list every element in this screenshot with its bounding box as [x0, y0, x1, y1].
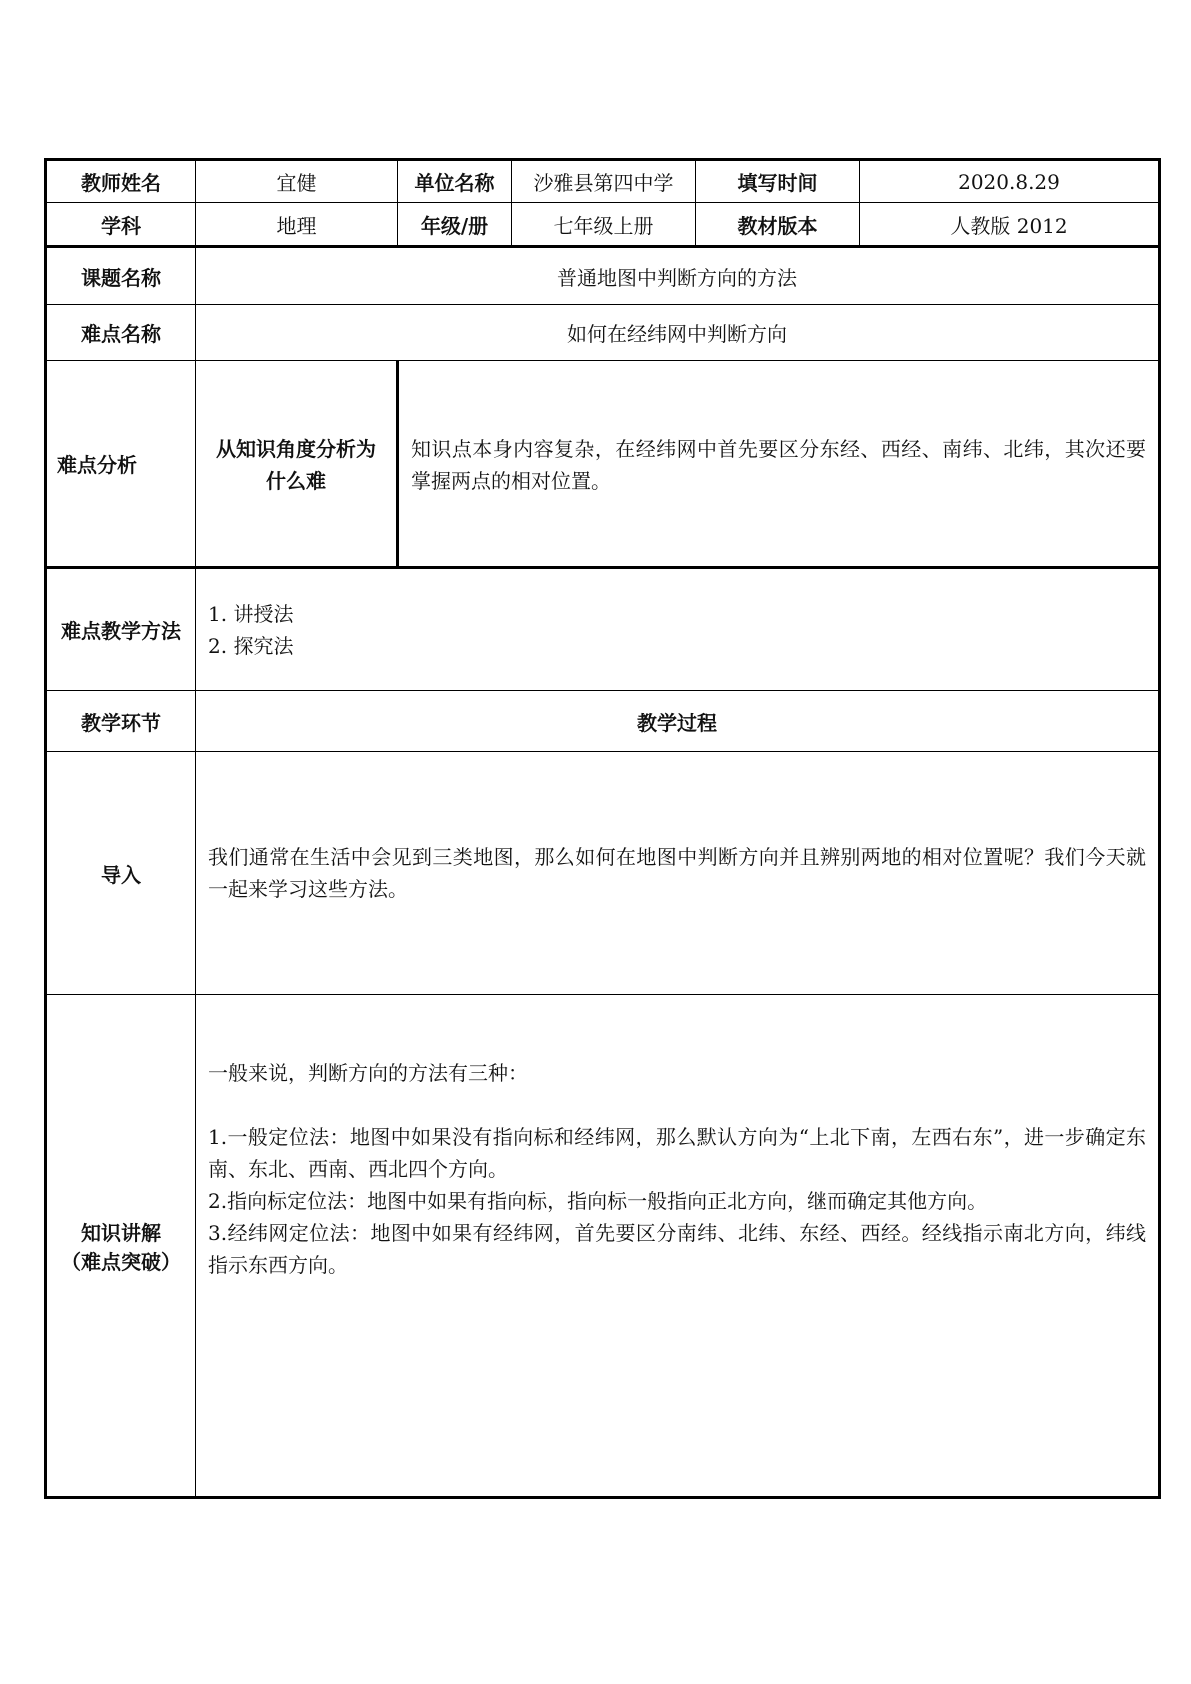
intro-label: 导入 [46, 752, 196, 995]
process-header-row [46, 691, 1160, 752]
analysis-label: 难点分析 [46, 361, 196, 568]
difficulty-label: 难点名称 [46, 305, 196, 361]
paragraph-gap [208, 1089, 1146, 1121]
knowledge-label-line: （难点突破） [61, 1249, 181, 1274]
knowledge-text [196, 995, 1160, 1498]
grade-label: 年级/册 [398, 203, 512, 247]
knowledge-label [46, 995, 196, 1498]
grade-value: 七年级上册 [512, 203, 696, 247]
subject-value: 地理 [196, 203, 398, 247]
fill-time-label: 填写时间 [696, 160, 860, 203]
subject-label: 学科 [46, 203, 196, 247]
analysis-text: 知识点本身内容复杂，在经纬网中首先要区分东经、西经、南纬、北纬，其次还要掌握两点的相对位置。 [398, 361, 1160, 568]
knowledge-point: 2.指向标定位法：地图中如果有指向标，指向标一般指向正北方向，继而确定其他方向。 [208, 1189, 988, 1213]
analysis-sub-label: 从知识角度分析为什么难 [196, 361, 398, 568]
unit-name: 沙雅县第四中学 [512, 160, 696, 203]
methods-list [196, 568, 1160, 691]
methods-label: 难点教学方法 [46, 568, 196, 691]
edition-value: 人教版 2012 [860, 203, 1160, 247]
topic-row [46, 247, 1160, 305]
methods-row [46, 568, 1160, 691]
info-row-1 [46, 160, 1160, 203]
knowledge-lead: 一般来说，判断方向的方法有三种： [208, 1061, 528, 1085]
topic-value: 普通地图中判断方向的方法 [196, 247, 1160, 305]
analysis-row [46, 361, 1160, 568]
intro-row [46, 752, 1160, 995]
knowledge-point: 3.经纬网定位法：地图中如果有经纬网，首先要区分南纬、北纬、东经、西经。经线指示南北方向，纬线指示东西方向。 [208, 1221, 1146, 1277]
difficulty-row [46, 305, 1160, 361]
method-item: 1. 讲授法 [208, 601, 294, 626]
process-label: 教学过程 [196, 691, 1160, 752]
info-row-2 [46, 203, 1160, 247]
difficulty-value: 如何在经纬网中判断方向 [196, 305, 1160, 361]
intro-text: 我们通常在生活中会见到三类地图，那么如何在地图中判断方向并且辨别两地的相对位置呢？我们今天就一起来学习这些方法。 [196, 752, 1160, 995]
fill-time: 2020.8.29 [860, 160, 1160, 203]
unit-label: 单位名称 [398, 160, 512, 203]
method-item: 2. 探究法 [208, 633, 294, 658]
knowledge-point: 1.一般定位法：地图中如果没有指向标和经纬网，那么默认方向为“上北下南，左西右东”，进一步确定东南、东北、西南、西北四个方向。 [208, 1125, 1146, 1181]
teacher-name: 宜健 [196, 160, 398, 203]
knowledge-label-line: 知识讲解 [81, 1220, 161, 1245]
lesson-plan-table [44, 158, 1161, 1499]
edition-label: 教材版本 [696, 203, 860, 247]
knowledge-row [46, 995, 1160, 1498]
teacher-label: 教师姓名 [46, 160, 196, 203]
stage-label: 教学环节 [46, 691, 196, 752]
topic-label: 课题名称 [46, 247, 196, 305]
